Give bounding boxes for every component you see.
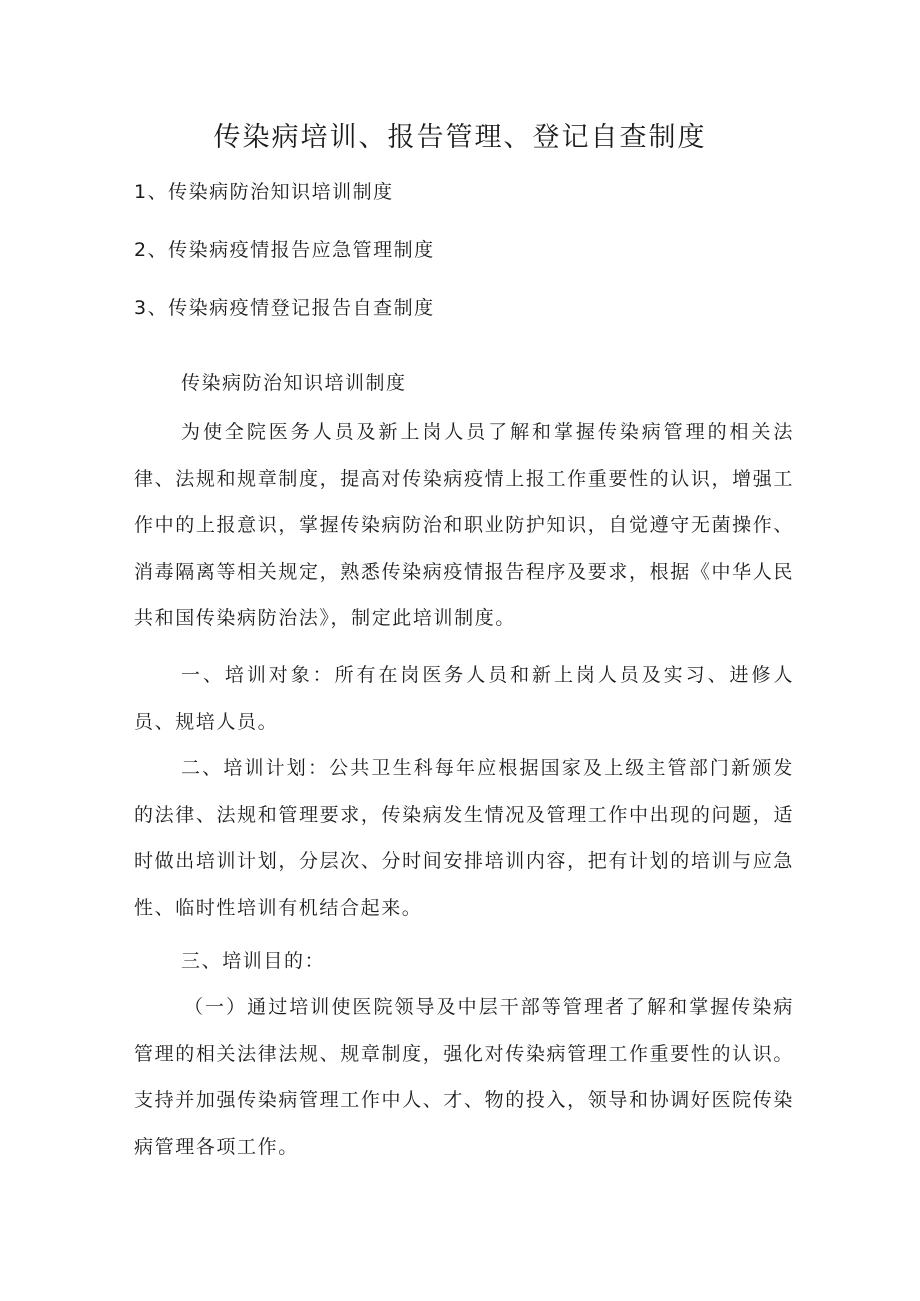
paragraph-purpose-1: （一）通过培训使医院领导及中层干部等管理者了解和掌握传染病管理的相关法律法规、规章制度，强化对传染病管理工作重要性的认识。支持并加强传染病管理工作中人、才、物的投入，领导和协调好医院传染病管理各项工作。 bbox=[134, 996, 794, 1158]
paragraph-training-object: 一、培训对象：所有在岗医务人员和新上岗人员及实习、进修人员、规培人员。 bbox=[134, 664, 794, 733]
paragraph-training-plan: 二、培训计划：公共卫生科每年应根据国家及上级主管部门新颁发的法律、法规和管理要求，传染病发生情况及管理工作中出现的问题，适时做出培训计划，分层次、分时间安排培训内容，把有计划的培训与应急性、临时性培训有机结合起来。 bbox=[134, 757, 794, 919]
paragraph-purpose-heading: 三、培训目的： bbox=[181, 950, 326, 972]
toc-item-self-check: 3、传染病疫情登记报告自查制度 bbox=[134, 297, 435, 319]
section-heading: 传染病防治知识培训制度 bbox=[181, 372, 407, 394]
toc-item-emergency-report: 2、传染病疫情报告应急管理制度 bbox=[134, 239, 435, 261]
document-title: 传染病培训、报告管理、登记自查制度 bbox=[213, 122, 707, 153]
paragraph-intro: 为使全院医务人员及新上岗人员了解和掌握传染病管理的相关法律、法规和规章制度，提高对传染病疫情上报工作重要性的认识，增强工作中的上报意识，掌握传染病防治和职业防护知识，自觉遵守无菌操作、消毒隔离等相关规定，熟悉传染病疫情报告程序及要求，根据《中华人民共和国传染病防治法》，制定此培训制度。 bbox=[134, 421, 794, 629]
toc-item-training: 1、传染病防治知识培训制度 bbox=[134, 181, 394, 203]
